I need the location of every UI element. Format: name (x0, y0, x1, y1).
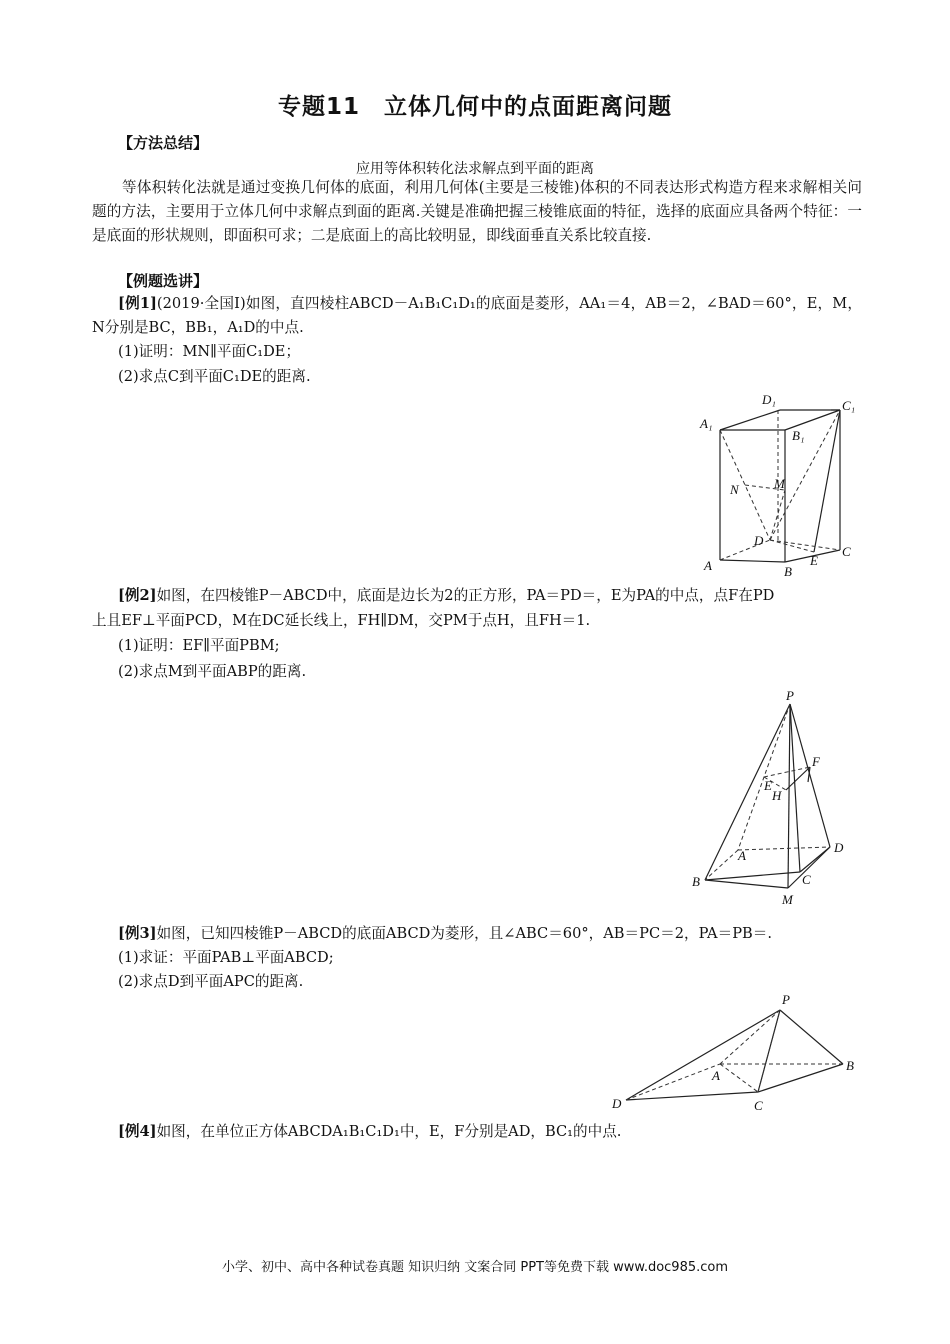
label-P: P (782, 992, 790, 1007)
example-1-question-1: (1)证明：MN∥平面C₁DE； (118, 343, 301, 360)
label-B1: B₁ (792, 428, 805, 443)
label-A1: A₁ (700, 416, 713, 431)
label-E: E (764, 778, 772, 793)
label-N: N (730, 482, 739, 497)
label-A: A (704, 558, 712, 573)
label-F: F (812, 754, 820, 769)
example-2-question-2: (2)求点M到平面ABP的距离. (118, 663, 307, 680)
label-M: M (774, 476, 785, 491)
example-4-text: 如图，在单位正方体ABCDA₁B₁C₁D₁中，E，F分别是AD，BC₁的中点. (156, 1123, 622, 1140)
page-title: 专题11 立体几何中的点面距离问题 (277, 94, 672, 120)
example-2-question-1: (1)证明：EF∥平面PBM; (118, 637, 280, 654)
page-footer: 小学、初中、高中各种试卷真题 知识归纳 文案合同 PPT等免费下载 www.doc985.com (221, 1260, 729, 1275)
example-4-tag: [例4] (118, 1123, 157, 1140)
example-3-statement (118, 922, 898, 946)
label-D: D (834, 840, 844, 855)
example-1-question-2: (2)求点C到平面C₁DE的距离. (118, 368, 311, 385)
example-2-text-1: 如图，在四棱锥P－ABCD中，底面是边长为2的正方形，PA＝PD＝，E为PA的中点，点F在PD (156, 587, 775, 604)
example-3-figure (608, 994, 868, 1118)
label-C: C (802, 872, 811, 887)
label-B: B (784, 564, 792, 579)
example-1-figure (690, 390, 880, 584)
method-header: 【方法总结】 (118, 134, 209, 152)
label-P: P (786, 688, 794, 703)
label-D1: D₁ (762, 392, 776, 407)
label-A: A (712, 1068, 720, 1083)
label-C: C (842, 544, 851, 559)
example-2-statement-line-1 (118, 584, 898, 608)
example-3-text: 如图，已知四棱锥P－ABCD的底面ABCD为菱形，且∠ABC＝60°，AB＝PC＝2，PA＝PB＝. (156, 925, 772, 942)
example-2-figure (690, 688, 860, 916)
label-B: B (692, 874, 700, 889)
label-A: A (738, 848, 746, 863)
example-4-statement (118, 1120, 898, 1144)
example-1-statement (92, 292, 862, 340)
examples-header: 【例题选讲】 (118, 272, 209, 290)
example-2-tag: [例2] (118, 587, 157, 604)
label-C1: C₁ (842, 398, 856, 413)
label-D: D (612, 1096, 622, 1111)
example-3-question-2: (2)求点D到平面APC的距离. (118, 973, 304, 990)
label-M: M (782, 892, 793, 907)
label-D: D (754, 533, 764, 548)
example-3-tag: [例3] (118, 925, 157, 942)
method-paragraph: 等体积转化法就是通过变换几何体的底面，利用几何体(主要是三棱锥)体积的不同表达形式构造方程来求解相关问题的方法，主要用于立体几何中求解点到面的距离.关键是准确把握三棱锥底面的特征，选择的底面应具备两个特征：一是底面的形状规则，即面积可求；二是底面上的高比较明显，即线面垂直关系比较直接. (92, 179, 862, 244)
example-3-question-1: (1)求证：平面PAB⊥平面ABCD; (118, 949, 334, 966)
label-C: C (754, 1098, 763, 1113)
example-1-tag: [例1] (118, 295, 157, 312)
label-E: E (810, 553, 818, 568)
label-H: H (772, 788, 782, 803)
example-1-text: (2019·全国Ⅰ)如图，直四棱柱ABCD－A₁B₁C₁D₁的底面是菱形，AA₁＝4，AB＝2，∠BAD＝60°，E，M，N分别是BC，BB₁，A₁D的中点. (92, 295, 862, 336)
example-2-statement-line-2: 上且EF⊥平面PCD，M在DC延长线上，FH∥DM，交PM于点H，且FH＝1. (92, 612, 591, 629)
method-subtitle: 应用等体积转化法求解点到平面的距离 (356, 161, 594, 177)
label-B: B (846, 1058, 854, 1073)
